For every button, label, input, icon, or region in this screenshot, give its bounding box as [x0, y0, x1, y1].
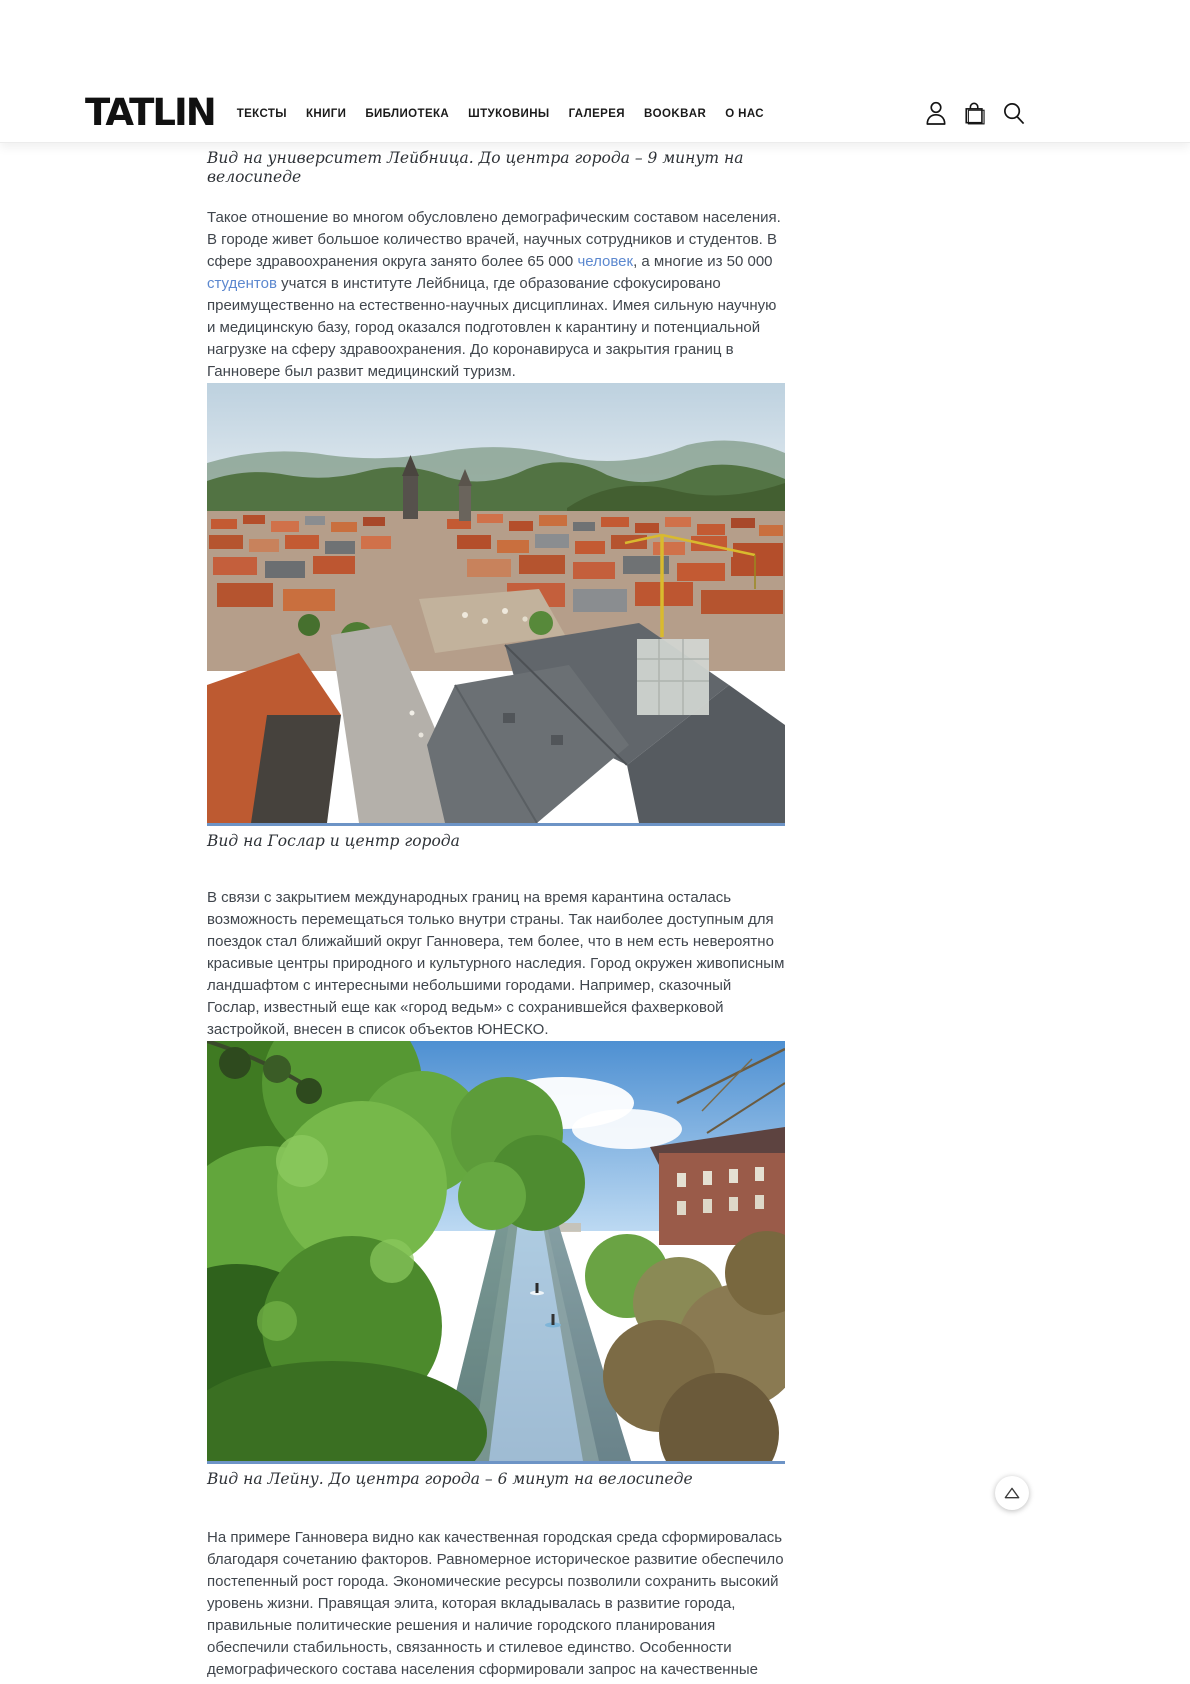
paragraph-text: , а многие из 50 000: [633, 253, 773, 270]
photo-goslar-aerial: [207, 383, 785, 826]
nav-item-books[interactable]: КНИГИ: [305, 108, 347, 120]
paragraph-demographics: [207, 207, 785, 383]
nav-item-library[interactable]: БИБЛИОТЕКА: [365, 108, 450, 120]
leine-photo-illustration: [207, 1041, 785, 1461]
tatlin-logo[interactable]: TATLIN: [85, 90, 215, 134]
paragraph-borders: В связи с закрытием международных границ на время карантина осталась возможность перемещаться только внутри страны. Так наиболее доступным для поездок стал ближайший округ Ганновера, тем более, что в нем есть невероятно красивые центры природного и культурного наследия. Город окружен живописным ландшафтом с интересными небольшими городами. Например, сказочный Гослар, известный еще как «город ведьм» с сохранившейся фахверковой застройкой, внесен в список объектов ЮНЕСКО.: [207, 889, 785, 1038]
photo-leine-figure: [207, 1041, 785, 1489]
nav-item-gallery[interactable]: ГАЛЕРЕЯ: [568, 108, 625, 120]
nav-item-about[interactable]: О НАС: [725, 108, 764, 120]
nav-item-bookbar[interactable]: BOOKBAR: [643, 108, 707, 120]
caption-leine: Вид на Лейну. До центра города – 6 минут на велосипеде: [207, 1470, 693, 1488]
caption-goslar: Вид на Гослар и центр города: [207, 832, 460, 850]
header-icons: [924, 100, 1026, 126]
arrow-up-icon: [1004, 1486, 1020, 1500]
paragraph-text: учатся в институте Лейбница, где образование сфокусировано преимущественно на естественно-научных дисциплинах. Имея сильную научную и медицинскую базу, город оказался подготовлен к карантину и потенциальной нагрузке на сферу здравоохранения. До коронавируса и закрытия границ в Ганновере был развит медицинский туризм.: [207, 275, 777, 380]
main-navigation: [237, 108, 764, 120]
nav-item-shtukoviny[interactable]: ШТУКОВИНЫ: [468, 108, 550, 120]
paragraph-text: Такое отношение во многом обусловлено демографическим составом населения. В городе живет большое количество врачей, научных сотрудников и студентов. В сфере здравоохранения округа занято более 65 000: [207, 209, 781, 270]
paragraph-conclusion: На примере Ганновера видно как качественная городская среда сформировалась благодаря сочетанию факторов. Равномерное историческое развитие обеспечило постепенный рост города. Экономические ресурсы позволили сохранить высокий уровень жизни. Правящая элита, которая вкладывалась в развитие города, правильные политические решения и наличие городского планирования обеспечили стабильность, связанность и стилевое единство. Особенности демографического состава населения сформировали запрос на качественные: [207, 1529, 784, 1678]
article-content: [207, 143, 785, 1681]
search-icon[interactable]: [1002, 100, 1026, 126]
photo-goslar-figure: [207, 383, 785, 851]
user-icon[interactable]: [924, 100, 948, 126]
link-students[interactable]: студентов: [207, 275, 277, 292]
nav-item-texts[interactable]: ТЕКСТЫ: [236, 108, 287, 120]
bag-icon[interactable]: [963, 100, 987, 126]
caption-leibniz-university: Вид на университет Лейбница. До центра города – 9 минут на велосипеде: [207, 149, 744, 186]
site-header: [0, 0, 1190, 143]
goslar-photo-illustration: [207, 383, 785, 823]
scroll-to-top-button[interactable]: [995, 1476, 1029, 1510]
link-people[interactable]: человек: [577, 253, 634, 270]
photo-leine-river: [207, 1041, 785, 1464]
